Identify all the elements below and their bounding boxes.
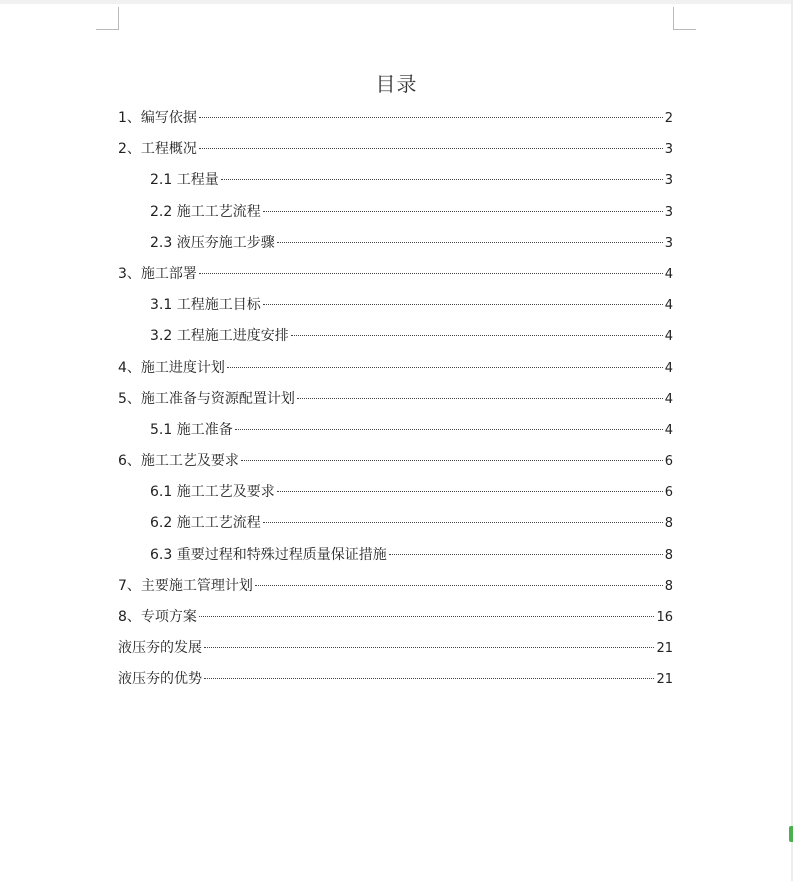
toc-entry[interactable] bbox=[118, 633, 673, 664]
toc-entry-label: 1、编写依据 bbox=[118, 110, 197, 126]
toc-entry-page-number: 3 bbox=[664, 173, 673, 189]
toc-entry-label: 7、主要施工管理计划 bbox=[118, 577, 253, 594]
toc-dot-leader bbox=[277, 242, 663, 243]
toc-entry-page-number: 6 bbox=[664, 454, 673, 470]
toc-entry[interactable] bbox=[118, 321, 673, 352]
toc-dot-leader bbox=[199, 273, 663, 274]
toc-entry-label: 3、施工部署 bbox=[118, 265, 197, 282]
toc-dot-leader bbox=[199, 148, 663, 149]
toc-entry[interactable] bbox=[118, 602, 673, 633]
toc-entry-page-number: 16 bbox=[656, 610, 673, 625]
toc-entry-label: 8、专项方案 bbox=[118, 609, 197, 625]
toc-entry-page-number: 4 bbox=[664, 298, 673, 314]
toc-entry-page-number: 21 bbox=[656, 672, 673, 688]
toc-entry-label: 6.3 重要过程和特殊过程质量保证措施 bbox=[150, 546, 387, 563]
toc-entry-label: 6.1 施工工艺及要求 bbox=[150, 484, 275, 501]
toc-entry[interactable] bbox=[118, 384, 673, 415]
toc-entry-label: 2.1 工程量 bbox=[150, 172, 219, 189]
toc-entry[interactable] bbox=[118, 165, 673, 196]
toc-dot-leader bbox=[291, 335, 663, 336]
toc-entry[interactable] bbox=[118, 290, 673, 321]
toc-dot-leader bbox=[255, 585, 663, 586]
toc-entry[interactable] bbox=[118, 477, 673, 508]
toc-dot-leader bbox=[199, 117, 663, 118]
toc-entry[interactable] bbox=[118, 103, 673, 134]
top-strip bbox=[0, 0, 793, 4]
toc-entry-label: 2.3 液压夯施工步骤 bbox=[150, 234, 275, 251]
toc-title: 目录 bbox=[375, 72, 418, 96]
toc-entry-label: 2、工程概况 bbox=[118, 141, 197, 158]
toc-dot-leader bbox=[235, 429, 663, 430]
toc-entry-label: 液压夯的优势 bbox=[118, 671, 202, 688]
toc-entry-page-number: 3 bbox=[664, 204, 673, 220]
toc-dot-leader bbox=[221, 179, 663, 180]
toc-entry[interactable] bbox=[118, 353, 673, 384]
toc-entry-page-number: 4 bbox=[664, 266, 673, 282]
toc-entry[interactable] bbox=[118, 664, 673, 695]
toc-dot-leader bbox=[227, 367, 663, 368]
toc-entry[interactable] bbox=[118, 415, 673, 446]
toc-entry[interactable] bbox=[118, 446, 673, 477]
toc-dot-leader bbox=[204, 647, 654, 648]
scroll-edge-marker bbox=[789, 826, 793, 842]
toc-entry[interactable] bbox=[118, 197, 673, 228]
toc-entry-page-number: 8 bbox=[664, 516, 673, 532]
toc-entry-page-number: 3 bbox=[664, 142, 673, 158]
toc-entry-page-number: 2 bbox=[664, 111, 673, 126]
toc-dot-leader bbox=[204, 678, 654, 679]
toc-entry-page-number: 8 bbox=[664, 578, 673, 594]
toc-entry-label: 2.2 施工工艺流程 bbox=[150, 203, 261, 220]
toc-dot-leader bbox=[241, 460, 663, 461]
toc-dot-leader bbox=[277, 491, 663, 492]
toc-entry-page-number: 4 bbox=[664, 360, 673, 376]
toc-dot-leader bbox=[263, 522, 663, 523]
toc-entry-label: 6.2 施工工艺流程 bbox=[150, 515, 261, 532]
toc-entry-page-number: 6 bbox=[664, 485, 673, 501]
toc-dot-leader bbox=[297, 398, 663, 399]
toc-dot-leader bbox=[199, 616, 655, 617]
toc-entry[interactable] bbox=[118, 134, 673, 165]
toc-entry-label: 6、施工工艺及要求 bbox=[118, 453, 239, 470]
toc-entry-page-number: 4 bbox=[664, 391, 673, 407]
toc-dot-leader bbox=[263, 211, 663, 212]
toc-dot-leader bbox=[389, 554, 663, 555]
crop-mark-top-right bbox=[673, 7, 696, 30]
toc-entry[interactable] bbox=[118, 571, 673, 602]
toc-entry[interactable] bbox=[118, 540, 673, 571]
toc-entry-page-number: 4 bbox=[664, 329, 673, 345]
toc-entry-label: 液压夯的发展 bbox=[118, 640, 202, 657]
toc-entry-label: 4、施工进度计划 bbox=[118, 359, 225, 376]
toc-entry-page-number: 21 bbox=[656, 641, 673, 657]
toc-entry-label: 5.1 施工准备 bbox=[150, 421, 233, 438]
toc-entry-page-number: 4 bbox=[664, 422, 673, 438]
toc-entry[interactable] bbox=[118, 228, 673, 259]
toc-entry-label: 3.2 工程施工进度安排 bbox=[150, 328, 289, 345]
toc-entry[interactable] bbox=[118, 508, 673, 539]
toc-entry-page-number: 3 bbox=[664, 235, 673, 251]
toc-list bbox=[118, 103, 673, 696]
toc-entry-page-number: 8 bbox=[664, 547, 673, 563]
toc-entry[interactable] bbox=[118, 259, 673, 290]
toc-entry-label: 5、施工准备与资源配置计划 bbox=[118, 390, 295, 407]
toc-dot-leader bbox=[263, 304, 663, 305]
toc-entry-label: 3.1 工程施工目标 bbox=[150, 297, 261, 314]
crop-mark-top-left bbox=[96, 7, 119, 30]
